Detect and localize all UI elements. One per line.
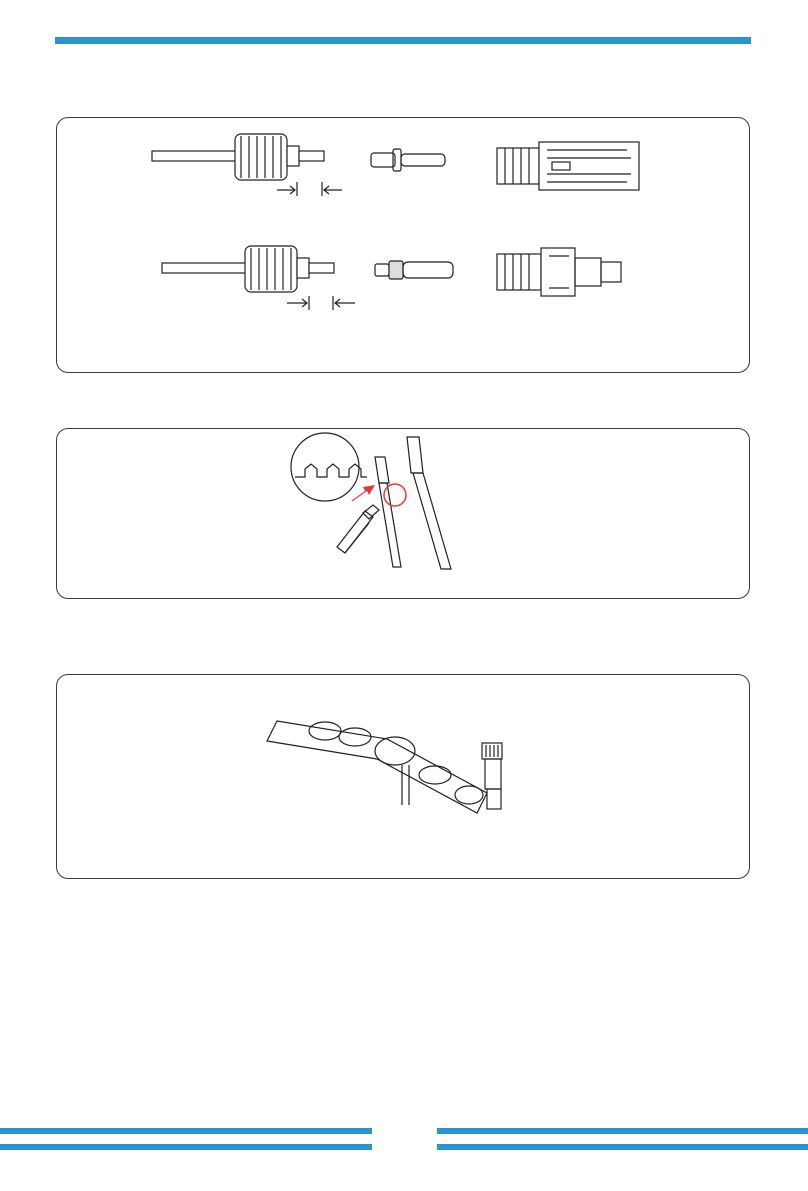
- cable-with-contact-left: [375, 457, 401, 567]
- footer-rule-right-bottom: [437, 1144, 808, 1150]
- arrow-red: [351, 485, 375, 501]
- footer-rule-left-top: [0, 1128, 372, 1134]
- cable-gland-nut-upper: [152, 134, 342, 196]
- crimp-highlight-circle: [384, 484, 406, 506]
- assembled-connector: [482, 743, 502, 809]
- cable-gland-nut-lower: [162, 246, 355, 310]
- crimp-contact-female: [375, 261, 453, 279]
- footer-rule-right-top: [437, 1128, 808, 1134]
- footer-rule-left-bottom: [0, 1144, 372, 1150]
- connector-lower: [497, 248, 621, 296]
- stripping-illustration: [57, 118, 751, 374]
- tightening-illustration: [57, 675, 751, 880]
- crimping-illustration: [57, 429, 751, 600]
- figure-panel-stripping: [56, 117, 750, 373]
- spanner-tool: [267, 721, 487, 813]
- crimping-plier: [337, 505, 379, 553]
- connector-upper: [497, 142, 639, 190]
- header-rule: [55, 37, 751, 44]
- crimp-profile-detail: [291, 433, 367, 501]
- crimp-contact-male: [371, 149, 445, 171]
- cable-with-contact-right: [407, 437, 451, 569]
- figure-panel-tightening: [56, 674, 750, 879]
- figure-panel-crimping: [56, 428, 750, 599]
